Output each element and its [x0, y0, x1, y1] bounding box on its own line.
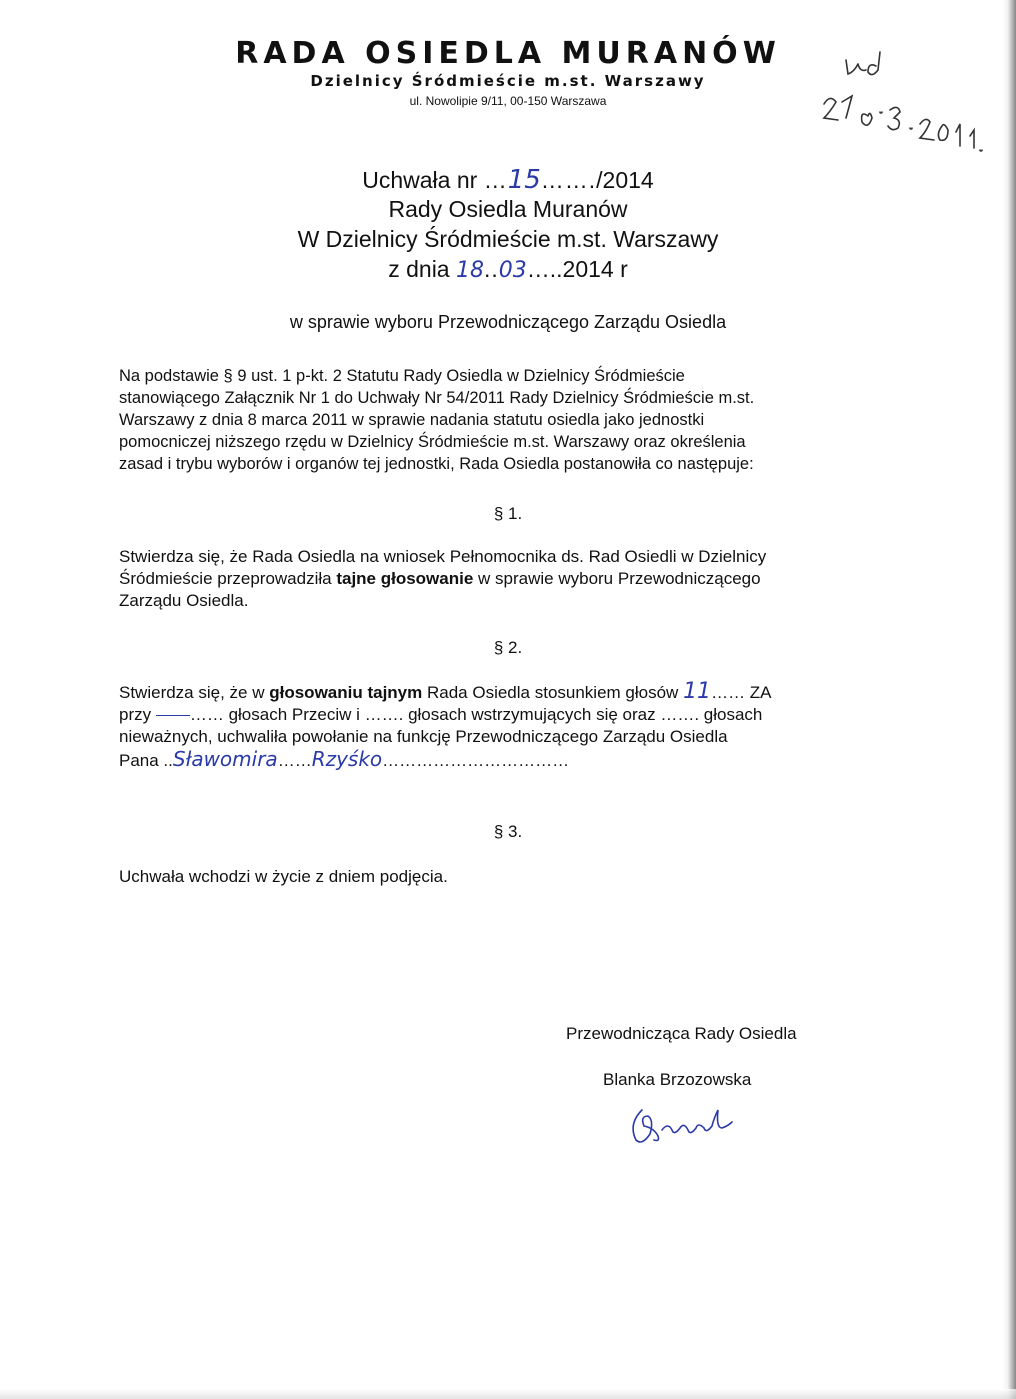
- section-3-paragraph: [119, 866, 909, 888]
- resolution-council-line: Rady Osiedla Muranów: [388, 196, 628, 222]
- letterhead-org: RADA OSIEDLA MURANÓW: [235, 36, 781, 71]
- dots-before-number: …: [483, 167, 508, 193]
- section-3-line: Uchwała wchodzi w życie z dniem podjęcia.: [119, 867, 448, 886]
- preamble-line: Na podstawie § 9 ust. 1 p-kt. 2 Statutu Rady Osiedla w Dzielnicy Śródmieście: [119, 367, 685, 385]
- preamble-line: pomocniczej niższego rzędu w Dzielnicy Śródmieście m.st. Warszawy oraz określenia: [119, 433, 746, 451]
- section-2-line: nieważnych, uchwaliła powołanie na funkcję Przewodniczącego Zarządu Osiedla: [119, 727, 728, 746]
- handwritten-receipt-note: [818, 46, 998, 176]
- scan-edge-bottom: [0, 1389, 1016, 1399]
- section-2-line: [119, 681, 909, 704]
- section-3-heading: § 3.: [493, 822, 523, 841]
- section-2-text: Pana ..: [119, 751, 173, 770]
- section-2-text: ……. głosach wstrzymujących się oraz: [364, 705, 661, 724]
- votes-for-handwritten: 11: [683, 679, 712, 704]
- section-2-heading: § 2.: [493, 638, 523, 657]
- date-day-handwritten: 18: [455, 258, 484, 283]
- blank-dash-mark: [156, 715, 190, 716]
- section-1-paragraph: [119, 546, 909, 612]
- section-2-text: Rada Osiedla stosunkiem głosów: [422, 683, 684, 702]
- name-first-handwritten: Sławomira: [172, 747, 278, 771]
- resolution-number-handwritten: 15: [507, 165, 541, 195]
- letterhead-subtitle: Dzielnicy Śródmieście m.st. Warszawy: [310, 72, 706, 90]
- resolution-number-line: [0, 165, 1016, 195]
- section-1-line: [119, 568, 909, 590]
- preamble-paragraph: [119, 365, 909, 475]
- date-month-handwritten: 03: [498, 258, 527, 283]
- preamble-line: Warszawy z dnia 8 marca 2011 w sprawie nadania statutu osiedla jako jednostki: [119, 411, 705, 429]
- section-2-text: …… ZA: [711, 683, 772, 702]
- resolution-district-line: W Dzielnicy Śródmieście m.st. Warszawy: [297, 226, 719, 252]
- section-1-line: Stwierdza się, że Rada Osiedla na wniosek Pełnomocnika ds. Rad Osiedli w Dzielnicy: [119, 547, 767, 566]
- letterhead-address: ul. Nowolipie 9/11, 00-150 Warszawa: [409, 94, 607, 108]
- section-2-text: przy: [119, 705, 156, 724]
- resolution-subject: w sprawie wyboru Przewodniczącego Zarządu Osiedla: [289, 312, 727, 332]
- section-2-paragraph: [119, 681, 909, 772]
- handwritten-signature: [628, 1100, 758, 1150]
- date-suffix: …..2014 r: [526, 256, 628, 282]
- signatory-role: Przewodnicząca Rady Osiedla: [566, 1024, 797, 1043]
- preamble-line: zasad i trybu wyborów i organów tej jednostki, Rada Osiedla postanowiła co następuje:: [119, 455, 754, 473]
- section-1-line: Zarządu Osiedla.: [119, 591, 249, 610]
- resolution-prefix: Uchwała nr: [362, 167, 484, 193]
- signatory-name: Blanka Brzozowska: [603, 1070, 752, 1089]
- section-1-text: Śródmieście przeprowadziła: [119, 569, 337, 588]
- section-1-heading: § 1.: [493, 504, 523, 523]
- section-2-text: Stwierdza się, że w: [119, 683, 270, 702]
- section-1-text: w sprawie wyboru Przewodniczącego: [473, 569, 761, 588]
- section-2-line: [119, 704, 909, 726]
- section-2-dots: ……: [277, 751, 312, 770]
- dots-after-number: …….: [540, 167, 597, 193]
- resolution-date-line: [0, 256, 1016, 283]
- section-1-bold-text: tajne głosowanie: [336, 569, 474, 588]
- section-2-line: [119, 748, 909, 772]
- name-last-handwritten: Rzyśko: [311, 747, 383, 771]
- date-dots: ..: [483, 256, 499, 282]
- section-2-text: …… głosach Przeciw i: [189, 705, 365, 724]
- resolution-year: /2014: [596, 167, 654, 193]
- date-prefix: z dnia: [388, 256, 456, 282]
- preamble-line: stanowiącego Załącznik Nr 1 do Uchwały Nr 54/2011 Rady Dzielnicy Śródmieście m.st.: [119, 389, 755, 407]
- section-2-bold-text: głosowaniu tajnym: [269, 683, 423, 702]
- section-2-dots: ……………………………: [382, 751, 570, 770]
- section-2-text: ……. głosach: [660, 705, 763, 724]
